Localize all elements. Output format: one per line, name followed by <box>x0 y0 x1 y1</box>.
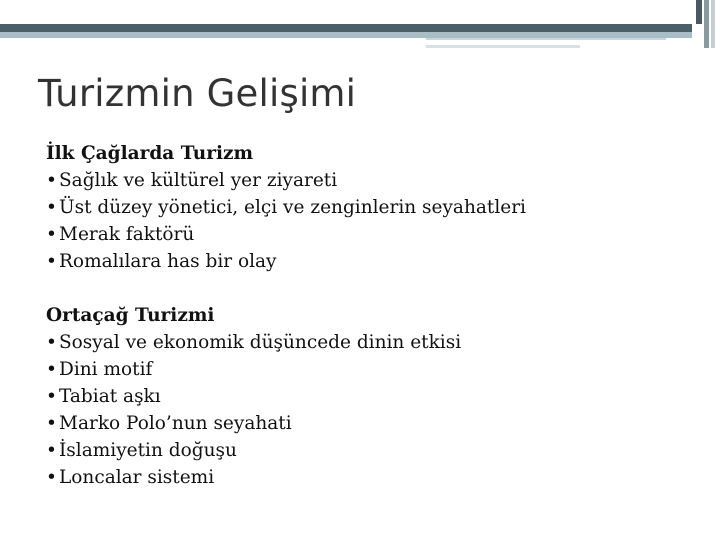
slide-body <box>46 140 686 491</box>
bullet-icon: • <box>46 251 57 272</box>
bullet-icon: • <box>46 440 57 461</box>
list-item <box>46 410 686 437</box>
slide-title: Turizmin Gelişimi <box>38 72 357 115</box>
list-item-text: Sağlık ve kültürel yer ziyareti <box>59 170 338 191</box>
list-item-text: Dini motif <box>59 359 153 380</box>
list-item <box>46 383 686 410</box>
list-item <box>46 437 686 464</box>
section-ortacag-turizmi <box>46 302 686 491</box>
list-item <box>46 248 686 275</box>
list-item-text: Merak faktörü <box>59 224 195 245</box>
list-item-text: Romalılara has bir olay <box>59 251 277 272</box>
list-item-text: Üst düzey yönetici, elçi ve zenginlerin seyahatleri <box>59 197 526 218</box>
list-item <box>46 194 686 221</box>
bullet-icon: • <box>46 467 57 488</box>
corner-stripe-light <box>711 0 715 48</box>
bullet-icon: • <box>46 386 57 407</box>
list-item-text: Loncalar sistemi <box>59 467 215 488</box>
list-item <box>46 464 686 491</box>
bullet-icon: • <box>46 413 57 434</box>
bullet-icon: • <box>46 332 57 353</box>
bullet-icon: • <box>46 197 57 218</box>
list-item <box>46 221 686 248</box>
list-item-text: Marko Polo’nun seyahati <box>59 413 292 434</box>
bullet-list <box>46 329 686 491</box>
list-item-text: Tabiat aşkı <box>59 386 161 407</box>
list-item <box>46 167 686 194</box>
header-bar-dark <box>0 24 692 32</box>
list-item-text: Sosyal ve ekonomik düşüncede dinin etkisi <box>59 332 462 353</box>
section-spacer <box>46 275 686 302</box>
bullet-list <box>46 167 686 275</box>
list-item-text: İslamiyetin doğuşu <box>59 440 237 461</box>
section-ilk-caglarda-turizm <box>46 140 686 275</box>
bullet-icon: • <box>46 170 57 191</box>
bullet-icon: • <box>46 224 57 245</box>
bullet-icon: • <box>46 359 57 380</box>
header-accent-line-short <box>426 45 580 48</box>
list-item <box>46 329 686 356</box>
corner-stripe-dark <box>696 0 702 24</box>
corner-stripe-mid <box>704 0 709 48</box>
section-heading: İlk Çağlarda Turizm <box>46 143 254 164</box>
list-item <box>46 356 686 383</box>
section-heading: Ortaçağ Turizmi <box>46 305 215 326</box>
header-accent-line <box>426 38 666 40</box>
